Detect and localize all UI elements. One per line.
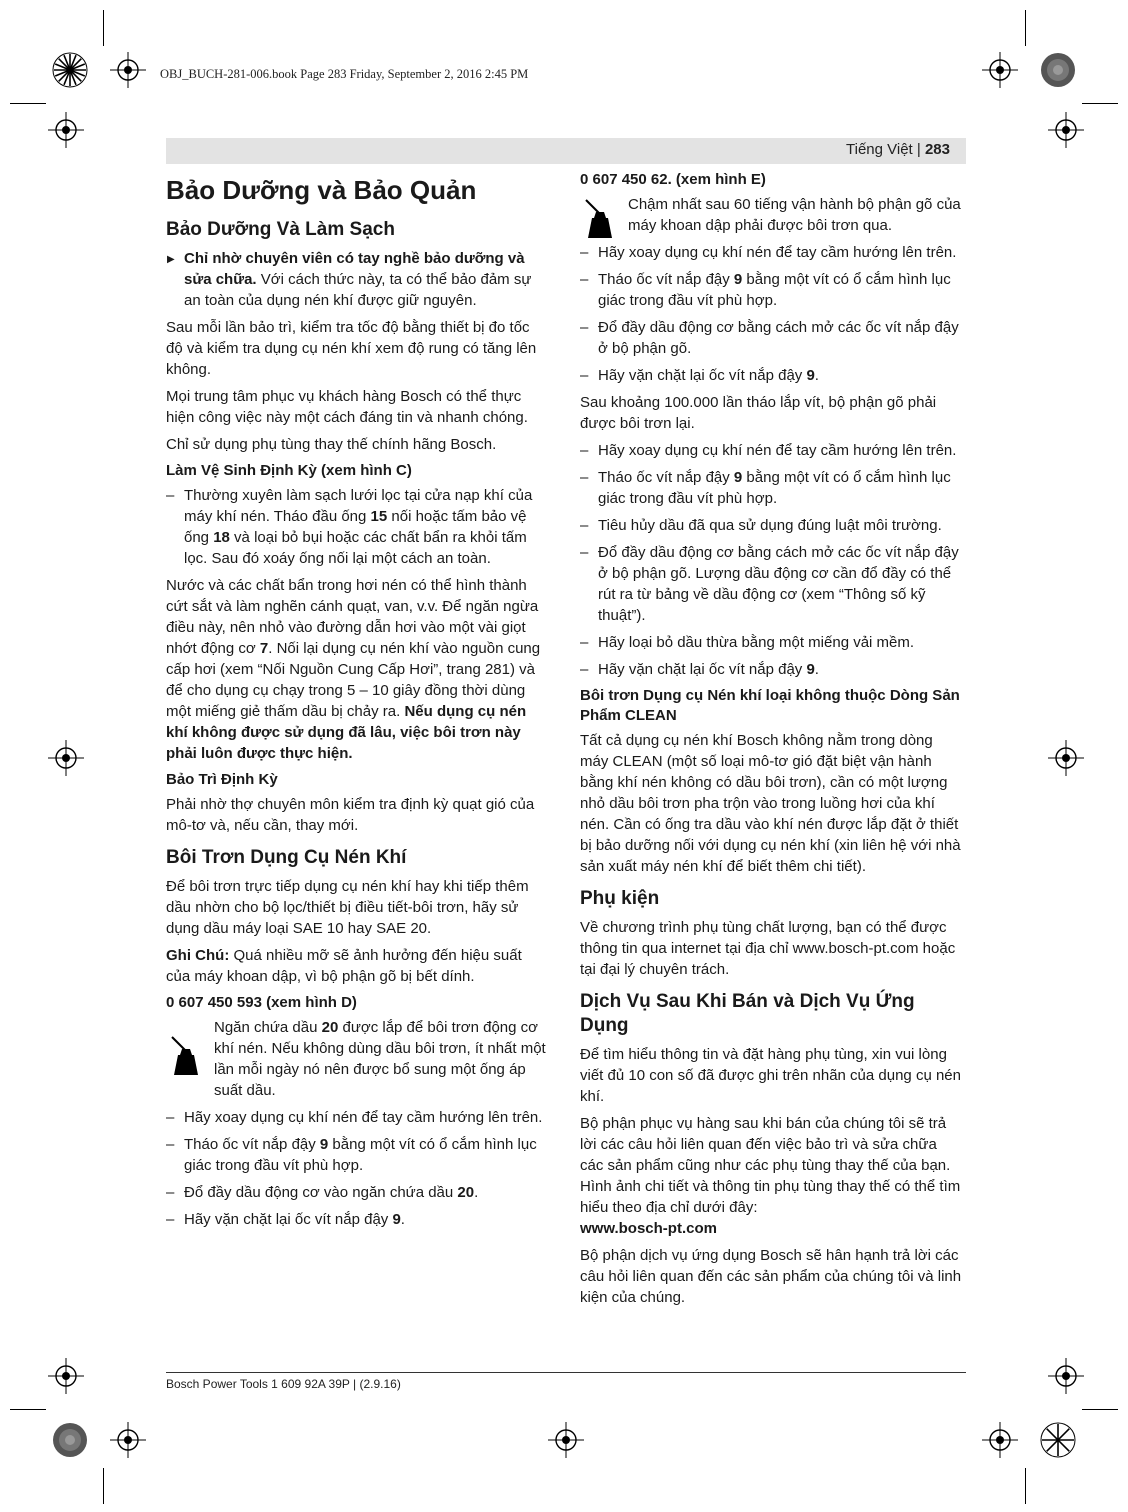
paragraph: Chỉ sử dụng phụ tùng thay thế chính hãng Bosch.	[166, 436, 497, 453]
section-heading-accessories: Phụ kiện	[580, 888, 660, 909]
list-text: nối hoặc tấm bảo vệ ống	[184, 508, 527, 546]
text: được lắp để bôi trơn động cơ khí nén. Nếu không dùng dầu bôi trơn, ít nhất một lần mỗi ngày nó nên được bổ sung một ống áp suất dầu.	[214, 1019, 546, 1099]
trim-mark	[103, 10, 104, 46]
ref-number: 9	[806, 367, 815, 384]
registration-mark-icon	[48, 740, 84, 776]
paragraph: Bộ phận dịch vụ ứng dụng Bosch sẽ hân hạnh trả lời các câu hỏi liên quan đến các sản phẩm của chúng tôi và linh kiện của chúng.	[580, 1247, 962, 1306]
color-target-icon	[52, 52, 88, 88]
text: Tháo ốc vít nắp đậy	[598, 271, 734, 288]
text: bằng một vít có ổ cắm hình lục giác trong đầu vít phù hợp.	[598, 271, 951, 309]
page-title: Bảo Dưỡng và Bảo Quản	[166, 175, 477, 205]
right-column	[580, 170, 962, 1314]
list-item	[580, 467, 962, 509]
text: . Nối lại dụng cụ nén khí vào nguồn cung cấp hơi (xem “Nối Nguồn Cung Cấp Hơi”, trang 281) và để cho dụng cụ chạy trong 5 – 10 giây đồng thời dùng một miếng giẻ thấm dầu bị chảy ra.	[166, 640, 541, 720]
list-item	[166, 1209, 548, 1230]
section-heading-service: Dịch Vụ Sau Khi Bán và Dịch Vụ Ứng Dụng	[580, 991, 915, 1036]
list-text: Thường xuyên làm sạch lưới lọc tại cửa nạp khí của máy khí nén. Tháo đầu ống	[184, 487, 533, 525]
subheading-model-d: 0 607 450 593 (xem hình D)	[166, 994, 357, 1011]
paragraph: Để tìm hiểu thông tin và đặt hàng phụ tùng, xin vui lòng viết đủ 10 con số đã được ghi trên nhãn của dụng cụ nén khí.	[580, 1046, 961, 1105]
text: Nước và các chất bẩn trong hơi nén có thể hình thành cứt sắt và làm nghẽn cánh quạt, van, v.v. Để ngăn ngừa điều này, nên nhỏ vào đường dẫn hơi vào một vài giọt nhớt động cơ	[166, 577, 539, 657]
text: Tháo ốc vít nắp đậy	[598, 469, 734, 486]
registration-mark-icon	[548, 1422, 584, 1458]
ref-number: 15	[370, 508, 388, 525]
list-item: – Hãy loại bỏ dầu thừa bằng một miếng vải mềm.	[580, 632, 962, 653]
service-url: www.bosch-pt.com	[580, 1220, 717, 1237]
print-slug: OBJ_BUCH-281-006.book Page 283 Friday, September 2, 2016 2:45 PM	[160, 67, 529, 81]
ref-number: 18	[213, 529, 230, 546]
text: Hãy vặn chặt lại ốc vít nắp đậy	[598, 661, 807, 678]
list-item: – Đổ đầy dầu động cơ bằng cách mở các ốc vít nắp đậy ở bộ phận gõ.	[580, 317, 962, 359]
registration-mark-icon	[982, 1422, 1018, 1458]
text: .	[814, 367, 819, 384]
text: bằng một vít có ổ cắm hình lục giác trong đầu vít phù hợp.	[184, 1136, 537, 1174]
oil-can-icon	[582, 198, 616, 240]
text: .	[474, 1184, 479, 1201]
list-item: – Hãy xoay dụng cụ khí nén để tay cầm hướng lên trên.	[166, 1107, 548, 1128]
registration-mark-icon	[110, 1422, 146, 1458]
oil-note-text: Chậm nhất sau 60 tiếng vận hành bộ phận gõ của máy khoan dập phải được bôi trơn qua.	[628, 196, 961, 234]
oil-note-text	[214, 1017, 548, 1101]
list-item	[580, 659, 962, 680]
registration-mark-icon	[1048, 112, 1084, 148]
text: bằng một vít có ổ cắm hình lục giác trong đầu vít phù hợp.	[598, 469, 951, 507]
registration-mark-icon	[1048, 1358, 1084, 1394]
footer-rule	[166, 1372, 966, 1373]
subheading-service: Bảo Trì Định Kỳ	[166, 771, 278, 788]
list-item	[166, 485, 548, 569]
list-item	[166, 1182, 548, 1203]
trim-mark	[1025, 1468, 1026, 1504]
trim-mark	[1025, 10, 1026, 46]
text: Tháo ốc vít nắp đậy	[184, 1136, 320, 1153]
color-target-icon	[52, 1422, 88, 1458]
trim-mark	[10, 103, 46, 104]
note-label: Ghi Chú:	[166, 947, 230, 964]
ref-number: 9	[733, 469, 743, 486]
warning-text: Với cách thức này, ta có thể bảo đảm sự an toàn của dụng nén khí được giữ nguyên.	[184, 271, 532, 309]
trim-mark	[103, 1468, 104, 1504]
oil-note	[580, 194, 962, 236]
paragraph: Tất cả dụng cụ nén khí Bosch không nằm trong dòng máy CLEAN (một số loại mô-tơ gió đặt biệt vận hành bằng khí nén không có dầu bôi trơn), cần có một lượng nhỏ dầu bôi trơn pha trộn vào trong luồng hơi của khí nén. Cần có ống tra dầu vào khí nén được lắp đặt ở thiết bị bảo dưỡng nối với dụng cụ nén khí (xin liên hệ với nhà sản xuất máy nén khí để biết thêm chi tiết).	[580, 732, 961, 875]
header-language: Tiếng Việt	[846, 141, 913, 158]
text: .	[814, 661, 819, 678]
registration-mark-icon	[48, 1358, 84, 1394]
text: Hãy vặn chặt lại ốc vít nắp đậy	[184, 1211, 393, 1228]
color-target-icon	[1040, 52, 1076, 88]
list-text: và loại bỏ bụi hoặc các chất bẩn ra khỏi tấm lọc. Sau đó xoáy ống nối lại một cách an toàn.	[184, 529, 527, 567]
header-text: Tiếng Việt | 283	[846, 141, 950, 158]
ref-number: 20	[457, 1184, 475, 1201]
section-heading-lubrication: Bôi Trơn Dụng Cụ Nén Khí	[166, 847, 407, 868]
subheading-model-e: 0 607 450 62. (xem hình E)	[580, 171, 766, 188]
ref-number: 7	[259, 640, 269, 657]
bold-text: Nếu dụng cụ nén khí không được sử dụng đã lâu, việc bôi trơn này phải luôn được thực hiện.	[166, 703, 527, 762]
paragraph: Sau mỗi lần bảo trì, kiểm tra tốc độ bằng thiết bị đo tốc độ và kiểm tra dụng cụ nén khí xem độ rung có tăng lên không.	[166, 319, 537, 378]
oil-can-icon	[168, 1035, 202, 1077]
paragraph: Mọi trung tâm phục vụ khách hàng Bosch có thể thực hiện công việc này một cách đáng tin và nhanh chóng.	[166, 388, 528, 426]
color-target-icon	[1040, 1422, 1076, 1458]
oil-note	[166, 1017, 548, 1101]
left-column	[166, 170, 548, 1236]
text: Ngăn chứa dầu	[214, 1019, 322, 1036]
subheading-non-clean: Bôi trơn Dụng cụ Nén khí loại không thuộc Dòng Sản Phẩm CLEAN	[580, 687, 960, 724]
note	[166, 945, 548, 987]
warning-bold: Chỉ nhờ chuyên viên có tay nghề bảo dưỡng và sửa chữa.	[184, 250, 525, 288]
paragraph	[166, 575, 548, 764]
registration-mark-icon	[982, 52, 1018, 88]
text: .	[400, 1211, 405, 1228]
trim-mark	[10, 1409, 46, 1410]
list-item	[580, 365, 962, 386]
ref-number: 9	[319, 1136, 329, 1153]
warning-item	[166, 248, 548, 311]
paragraph: Bộ phận phục vụ hàng sau khi bán của chúng tôi sẽ trả lời các câu hỏi liên quan đến việc bảo trì và sửa chữa các sản phẩm cũng như các phụ tùng thay thế của bạn. Hình ảnh chi tiết và thông tin phụ tùng thay thế có thể tìm hiểu theo địa chỉ dưới đây:	[580, 1115, 961, 1216]
footer-text: Bosch Power Tools 1 609 92A 39P | (2.9.16)	[166, 1377, 401, 1391]
paragraph: Về chương trình phụ tùng chất lượng, bạn có thể được thông tin qua internet tại địa chỉ www.bosch-pt.com hoặc tại đại lý chuyên trách.	[580, 919, 956, 978]
list-item	[166, 1134, 548, 1176]
list-item: – Hãy xoay dụng cụ khí nén để tay cầm hướng lên trên.	[580, 242, 962, 263]
list-item	[580, 269, 962, 311]
text: Đổ đầy dầu động cơ vào ngăn chứa dầu	[184, 1184, 458, 1201]
subheading-cleaning: Làm Vệ Sinh Định Kỳ (xem hình C)	[166, 462, 412, 479]
running-header	[166, 138, 966, 164]
paragraph: Sau khoảng 100.000 lần tháo lắp vít, bộ phận gõ phải được bôi trơn lại.	[580, 394, 937, 432]
registration-mark-icon	[110, 52, 146, 88]
registration-mark-icon	[1048, 740, 1084, 776]
registration-mark-icon	[48, 112, 84, 148]
note-text: Quá nhiều mỡ sẽ ảnh hưởng đến hiệu suất của máy khoan dập, vì bộ phận gõ bị bết dính.	[166, 947, 522, 985]
ref-number: 20	[321, 1019, 339, 1036]
list-item: – Tiêu hủy dầu đã qua sử dụng đúng luật môi trường.	[580, 515, 962, 536]
ref-number: 9	[806, 661, 815, 678]
ref-number: 9	[392, 1211, 401, 1228]
text: Hãy vặn chặt lại ốc vít nắp đậy	[598, 367, 807, 384]
list-item: – Đổ đầy dầu động cơ bằng cách mở các ốc vít nắp đậy ở bộ phận gõ. Lượng dầu động cơ cần đổ đầy có thể rút ra từ bảng về dầu động cơ (xem “Thông số kỹ thuật”).	[580, 542, 962, 626]
list-item: – Hãy xoay dụng cụ khí nén để tay cầm hướng lên trên.	[580, 440, 962, 461]
paragraph: Phải nhờ thợ chuyên môn kiểm tra định kỳ quạt gió của mô-tơ và, nếu cần, thay mới.	[166, 796, 535, 834]
page-number: 283	[924, 141, 950, 158]
section-heading-maintenance: Bảo Dưỡng Và Làm Sạch	[166, 219, 395, 240]
trim-mark	[1082, 103, 1118, 104]
trim-mark	[1082, 1409, 1118, 1410]
ref-number: 9	[733, 271, 743, 288]
paragraph: Để bôi trơn trực tiếp dụng cụ nén khí hay khi tiếp thêm dầu nhờn cho bộ lọc/thiết bị điều tiết-bôi trơn, hãy sử dụng dầu máy loại SAE 10 hay SAE 20.	[166, 878, 529, 937]
